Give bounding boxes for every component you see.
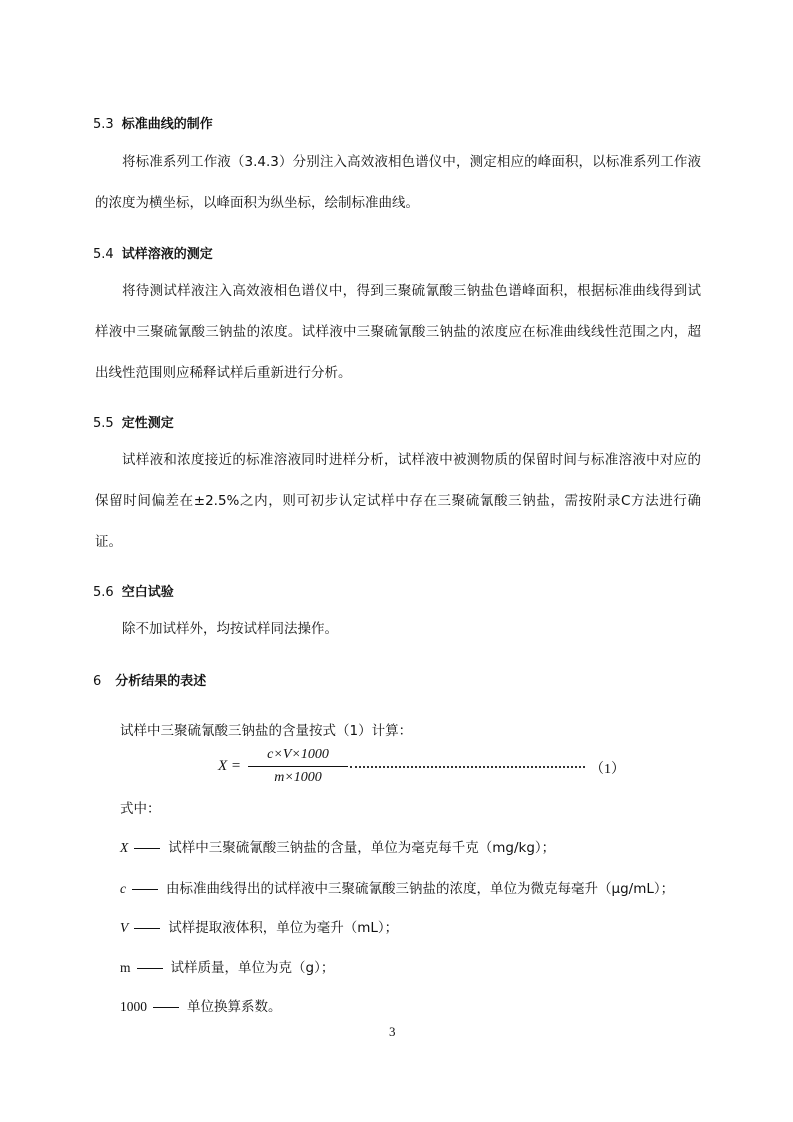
heading-6 bbox=[93, 670, 206, 689]
dash bbox=[134, 928, 160, 929]
heading-5-4 bbox=[93, 243, 213, 262]
fraction-bar bbox=[248, 766, 348, 767]
dash bbox=[153, 1007, 179, 1008]
var-description: 单位换算系数。 bbox=[187, 999, 282, 1015]
heading-title: 空白试验 bbox=[121, 585, 174, 600]
var-symbol: V bbox=[120, 920, 129, 935]
var-description: 试样质量，单位为克（g）； bbox=[170, 960, 335, 976]
heading-number: 5.3 bbox=[93, 117, 114, 132]
heading-5-6 bbox=[93, 581, 174, 600]
var-description: 由标准曲线得出的试样液中三聚硫氰酸三钠盐的浓度，单位为微克每毫升（μg/mL）； bbox=[166, 881, 675, 897]
heading-title: 分析结果的表述 bbox=[115, 674, 207, 689]
heading-number: 6 bbox=[93, 674, 102, 689]
dash bbox=[134, 848, 160, 849]
var-c bbox=[120, 877, 674, 897]
var-symbol: X bbox=[120, 840, 129, 855]
heading-title: 试样溶液的测定 bbox=[121, 247, 213, 262]
heading-number: 5.4 bbox=[93, 247, 114, 262]
formula-lhs: X = bbox=[218, 758, 242, 774]
heading-number: 5.5 bbox=[93, 416, 114, 431]
paragraph-5-4: 将待测试样液注入高效液相色谱仪中，得到三聚硫氰酸三钠盐色谱峰面积，根据标准曲线得到试样液中三聚硫氰酸三钠盐的浓度。试样液中三聚硫氰酸三钠盐的浓度应在标准曲线线性范围之内，超出线性范围则应稀释试样后重新进行分析。 bbox=[95, 283, 701, 381]
heading-5-3 bbox=[93, 113, 213, 132]
paragraph-5-5: 试样液和浓度接近的标准溶液同时进样分析，试样液中被测物质的保留时间与标准溶液中对应的保留时间偏差在±2.5%之内，则可初步认定试样中存在三聚硫氰酸三钠盐，需按附录C方法进行确证。 bbox=[95, 452, 701, 550]
var-1000 bbox=[120, 995, 282, 1015]
formula-numerator: c×V×1000 bbox=[267, 747, 329, 762]
var-description: 试样提取液体积，单位为毫升（mL）； bbox=[168, 920, 399, 936]
leader-dots bbox=[350, 758, 585, 768]
var-x bbox=[120, 836, 555, 856]
where-label: 式中： bbox=[120, 801, 161, 817]
var-symbol: 1000 bbox=[120, 999, 147, 1014]
formula-denominator: m×1000 bbox=[274, 770, 322, 785]
calc-intro: 试样中三聚硫氰酸三钠盐的含量按式（1）计算： bbox=[120, 723, 413, 739]
formula-1 bbox=[218, 745, 625, 789]
dash bbox=[137, 968, 163, 969]
var-description: 试样中三聚硫氰酸三钠盐的含量，单位为毫克每千克（mg/kg）； bbox=[168, 840, 556, 856]
var-symbol: c bbox=[120, 881, 126, 896]
var-symbol: m bbox=[120, 960, 131, 975]
heading-title: 标准曲线的制作 bbox=[121, 117, 213, 132]
heading-5-5 bbox=[93, 412, 174, 431]
heading-title: 定性测定 bbox=[121, 416, 174, 431]
page-number: 3 bbox=[389, 1024, 396, 1039]
paragraph-5-3: 将标准系列工作液（3.4.3）分别注入高效液相色谱仪中，测定相应的峰面积，以标准系列工作液的浓度为横坐标，以峰面积为纵坐标，绘制标准曲线。 bbox=[95, 154, 701, 211]
var-m bbox=[120, 956, 334, 976]
paragraph-5-6: 除不加试样外，均按试样同法操作。 bbox=[122, 621, 338, 637]
equation-number: （1） bbox=[590, 762, 625, 777]
heading-number: 5.6 bbox=[93, 585, 114, 600]
formula-fraction bbox=[248, 745, 348, 788]
var-v bbox=[120, 916, 398, 936]
dash bbox=[132, 889, 158, 890]
